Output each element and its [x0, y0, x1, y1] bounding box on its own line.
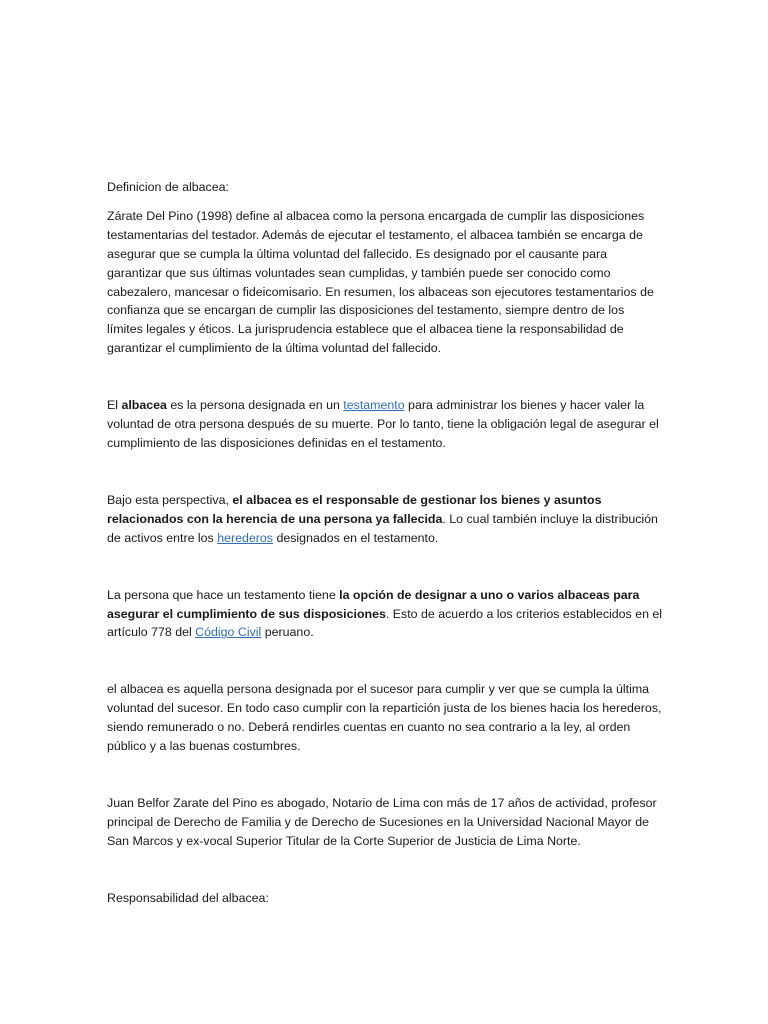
text-segment: peruano. — [261, 625, 314, 640]
text-segment: El — [107, 398, 122, 413]
document-body — [107, 178, 663, 908]
link-herederos[interactable]: herederos — [217, 530, 273, 545]
paragraph-zarate-definition: Zárate Del Pino (1998) define al albacea como la persona encargada de cumplir las disposiciones testamentarias del testador. Además de ejecutar el testamento, el albacea también se encarga de asegurar que se cumpla la última voluntad del fallecido. Es designado por el causante para garantizar que sus últimas voluntades sean cumplidas, y también puede ser conocido como cabezalero, mancesar o fideicomisario. En resumen, los albaceas son ejecutores testamentarios de confianza que se encargan de cumplir las disposiciones del testamento, siempre dentro de los límites legales y éticos. La jurisprudencia establece que el albacea tiene la responsabilidad de garantizar el cumplimiento de la última voluntad del fallecido. — [107, 208, 654, 356]
bold-responsable: el albacea es el responsable de gestionar los bienes y asuntos relacionados con la herencia de una persona ya fallecida — [107, 492, 602, 526]
text-segment: . Esto de acuerdo a los criterios establecidos en el artículo 778 del — [107, 606, 663, 640]
paragraph-perspectiva — [107, 491, 663, 548]
link-testamento[interactable]: testamento — [343, 398, 405, 413]
paragraph-author-bio: Juan Belfor Zarate del Pino es abogado, Notario de Lima con más de 17 años de actividad, profesor principal de Derecho de Familia y de Derecho de Sucesiones en la Universidad Nacional Mayor de San Marcos y ex-vocal Superior Titular de la Corte Superior de Justicia de Lima Norte. — [107, 795, 657, 848]
text-segment: Bajo esta perspectiva, — [107, 492, 233, 507]
text-segment: es la persona designada en un — [166, 398, 344, 413]
text-segment: La persona que hace un testamento tiene — [107, 587, 340, 602]
paragraph-albacea-testamento — [107, 396, 663, 453]
bold-opcion: la opción de designar a uno o varios albaceas para asegurar el cumplimiento de sus disposiciones — [107, 587, 640, 621]
paragraph-sucesor: el albacea es aquella persona designada por el sucesor para cumplir y ver que se cumpla la última voluntad del sucesor. En todo caso cumplir con la repartición justa de los bienes hacia los herederos, siendo remunerado o no. Deberá rendirles cuentas en cuanto no sea contrario a la ley, al orden público y a las buenas costumbres. — [107, 682, 662, 754]
heading-definicion: Definicion de albacea: — [107, 180, 229, 194]
text-segment: . Lo cual también incluye la distribución de activos entre los — [107, 511, 658, 545]
heading-responsabilidad: Responsabilidad del albacea: — [107, 890, 269, 905]
text-segment: para administrar los bienes y hacer valer la voluntad de otra persona después de su muerte. Por lo tanto, tiene la obligación legal de asegurar el cumplimiento de las disposiciones definidas en el testamento. — [107, 398, 659, 450]
link-codigo-civil[interactable]: Código Civil — [195, 625, 262, 640]
bold-albacea: albacea — [121, 398, 167, 413]
paragraph-opcion-designar — [107, 586, 663, 643]
text-segment: designados en el testamento. — [273, 530, 439, 545]
